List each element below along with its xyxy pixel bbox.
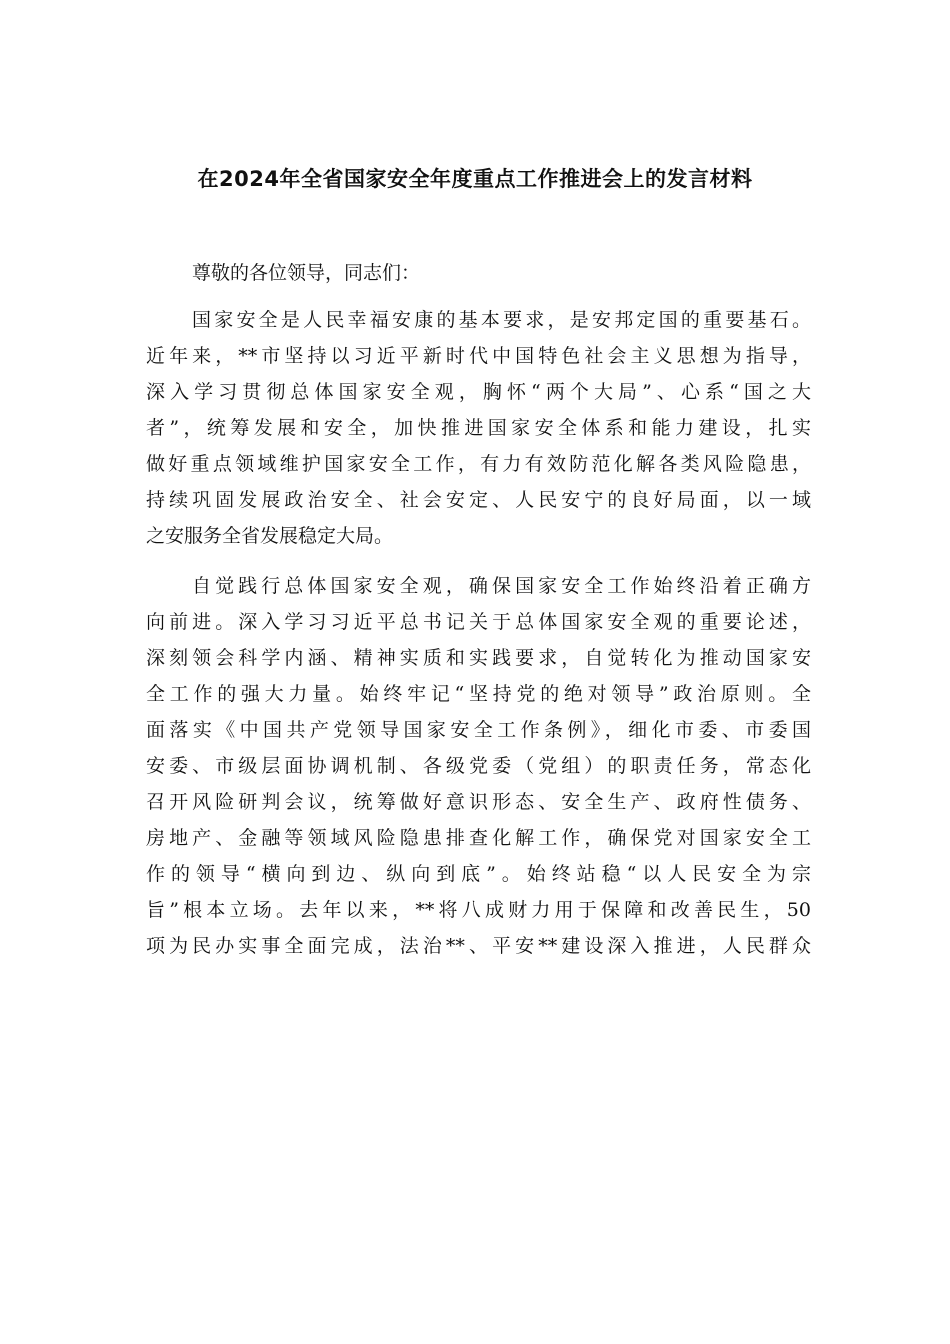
paragraph-line: 者”，统筹发展和安全，加快推进国家安全体系和能力建设，扎实 — [146, 417, 811, 439]
paragraph-spacer — [146, 554, 811, 568]
paragraph-line: 全工作的强大力量。始终牢记“坚持党的绝对领导”政治原则。全 — [146, 683, 811, 705]
paragraph-line: 自觉践行总体国家安全观，确保国家安全工作始终沿着正确方 — [192, 575, 811, 597]
paragraph-line: 做好重点领域维护国家安全工作，有力有效防范化解各类风险隐患， — [146, 453, 811, 475]
paragraph-line: 之安服务全省发展稳定大局。 — [146, 525, 394, 547]
document-body — [146, 255, 811, 964]
document-title: 在2024年全省国家安全年度重点工作推进会上的发言材料 — [197, 167, 753, 191]
paragraph-line: 深入学习贯彻总体国家安全观，胸怀“两个大局”、心系“国之大 — [146, 381, 811, 403]
paragraph-line: 房地产、金融等领域风险隐患排查化解工作，确保党对国家安全工 — [146, 827, 811, 849]
paragraph-line: 作的领导“横向到边、纵向到底”。始终站稳“以人民安全为宗 — [146, 863, 811, 885]
paragraph-line: 项为民办实事全面完成，法治**、平安**建设深入推进，人民群众 — [146, 935, 811, 957]
greeting-line: 尊敬的各位领导，同志们： — [192, 262, 421, 284]
paragraph-2 — [146, 568, 811, 964]
paragraph-line: 旨”根本立场。去年以来，**将八成财力用于保障和改善民生，50 — [146, 899, 811, 921]
paragraph-line: 面落实《中国共产党领导国家安全工作条例》，细化市委、市委国 — [146, 719, 811, 741]
paragraph-line: 深刻领会科学内涵、精神实质和实践要求，自觉转化为推动国家安 — [146, 647, 811, 669]
paragraph-1 — [146, 302, 811, 554]
paragraph-line: 安委、市级层面协调机制、各级党委（党组）的职责任务，常态化 — [146, 755, 811, 777]
paragraph-line: 国家安全是人民幸福安康的基本要求，是安邦定国的重要基石。 — [192, 309, 811, 331]
paragraph-line: 近年来，**市坚持以习近平新时代中国特色社会主义思想为指导， — [146, 345, 811, 367]
paragraph-line: 向前进。深入学习习近平总书记关于总体国家安全观的重要论述， — [146, 611, 811, 633]
paragraph-line: 召开风险研判会议，统筹做好意识形态、安全生产、政府性债务、 — [146, 791, 811, 813]
paragraph-line: 持续巩固发展政治安全、社会安定、人民安宁的良好局面，以一域 — [146, 489, 811, 511]
